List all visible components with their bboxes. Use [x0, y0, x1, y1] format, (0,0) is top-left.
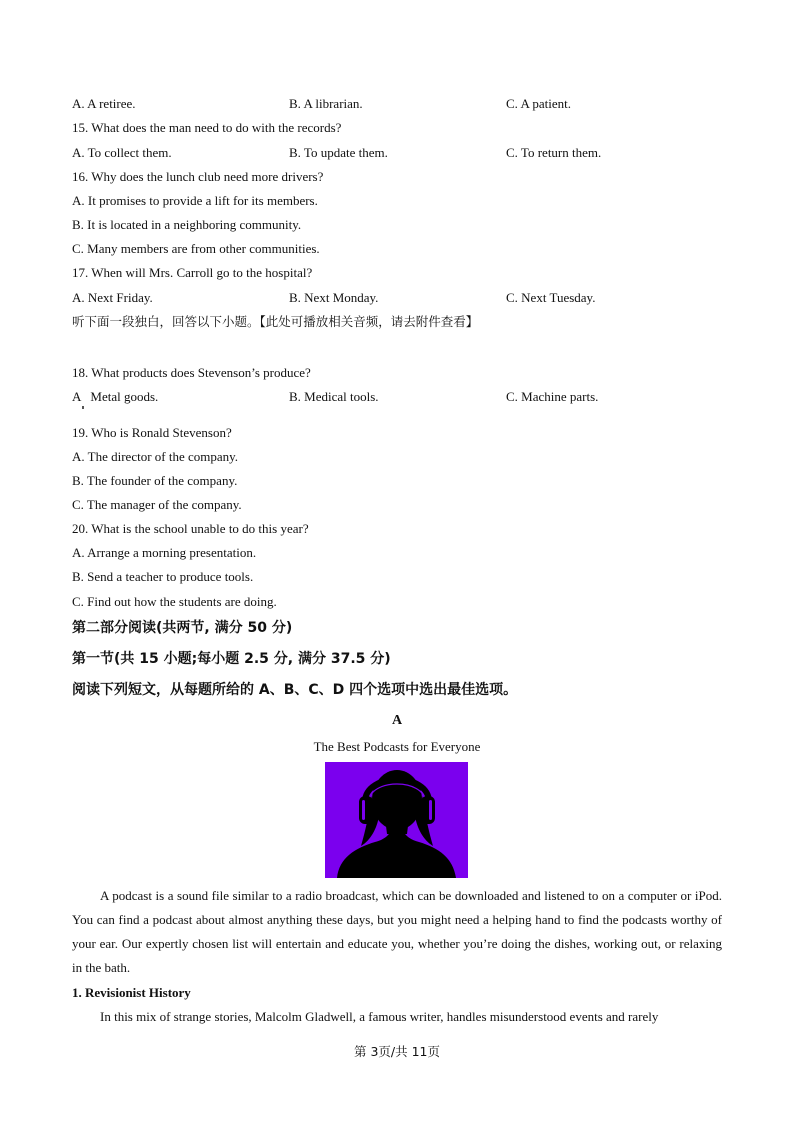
q14-options: [72, 96, 722, 112]
q20-question: 20. What is the school unable to do this year?: [72, 521, 309, 536]
q17-option-b: B. Next Monday.: [289, 290, 379, 305]
q18-question: 18. What products does Stevenson’s produce?: [72, 365, 311, 380]
q15-option-b: B. To update them.: [289, 145, 388, 160]
q15-option-c: C. To return them.: [506, 145, 602, 160]
q20-option-a: A. Arrange a morning presentation.: [72, 545, 257, 560]
q18-option-c: C. Machine parts.: [506, 389, 599, 404]
q15-option-a: A. To collect them.: [72, 145, 172, 160]
q16-option-a: A. It promises to provide a lift for its members.: [72, 193, 318, 208]
audio-instruction: 听下面一段独白，回答以下小题。【此处可播放相关音频，请去附件查看】: [72, 314, 479, 329]
passage-label: A: [391, 713, 403, 728]
q19-option-c: C. The manager of the company.: [72, 497, 242, 512]
q18-option-a: A Metal goods.: [72, 389, 159, 404]
q15-options: [72, 145, 722, 161]
q18-option-b: B. Medical tools.: [289, 389, 379, 404]
q16-option-b: B. It is located in a neighboring community.: [72, 217, 302, 232]
q19-option-a: A. The director of the company.: [72, 449, 239, 464]
headphone-silhouette-icon: [325, 762, 468, 878]
item1-heading: 1. Revisionist History: [72, 985, 191, 1000]
part2-title: 第二部分阅读(共两节, 满分 50 分): [72, 620, 293, 636]
podcast-listener-image: [325, 762, 468, 878]
q20-option-b: B. Send a teacher to produce tools.: [72, 569, 254, 584]
reading-instruction: 阅读下列短文，从每题所给的 A、B、C、D 四个选项中选出最佳选项。: [72, 682, 518, 698]
q20-option-c: C. Find out how the students are doing.: [72, 594, 277, 609]
q16-option-c: C. Many members are from other communities.: [72, 241, 320, 256]
section1-title: 第一节(共 15 小题;每小题 2.5 分, 满分 37.5 分): [72, 651, 391, 667]
q19-question: 19. Who is Ronald Stevenson?: [72, 425, 232, 440]
passage-intro-paragraph: A podcast is a sound file similar to a radio broadcast, which can be downloaded and listened to on a computer or iPod. You can find a podcast about almost anything these days, but you might need a helping hand to find the podcasts worthy of your ear. Our expertly chosen list will entertain and educate you, whether you’re doing the dishes, working out, or relaxing in the bath.: [72, 888, 722, 975]
q18-options: [72, 389, 722, 405]
q14-option-c: C. A patient.: [506, 96, 571, 111]
q14-option-a: A. A retiree.: [72, 96, 136, 111]
q17-option-c: C. Next Tuesday.: [506, 290, 596, 305]
q14-option-b: B. A librarian.: [289, 96, 363, 111]
page-footer: 第 3页/共 11页: [353, 1044, 441, 1059]
q16-question: 16. Why does the lunch club need more drivers?: [72, 169, 324, 184]
item1-paragraph: In this mix of strange stories, Malcolm Gladwell, a famous writer, handles misunderstood events and rarely: [100, 1009, 659, 1024]
passage-title: The Best Podcasts for Everyone: [313, 739, 481, 754]
q19-option-b: B. The founder of the company.: [72, 473, 238, 488]
scan-dot-mark: [82, 406, 84, 409]
q15-question: 15. What does the man need to do with the records?: [72, 120, 342, 135]
q17-options: [72, 290, 722, 306]
q17-question: 17. When will Mrs. Carroll go to the hospital?: [72, 265, 313, 280]
q17-option-a: A. Next Friday.: [72, 290, 153, 305]
